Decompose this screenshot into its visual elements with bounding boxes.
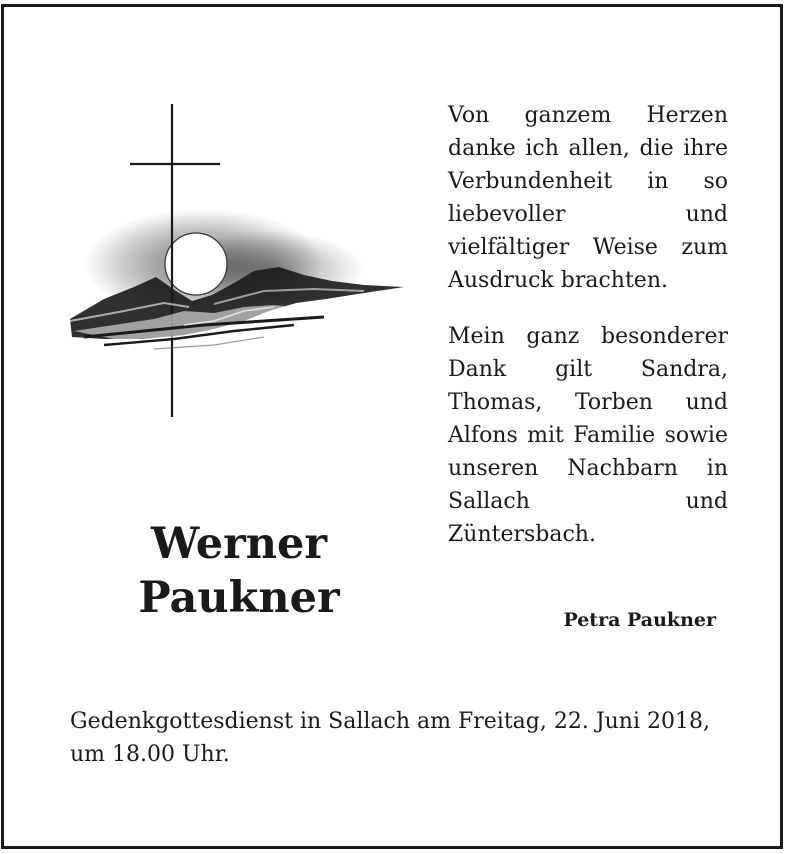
memorial-service-text: Gedenkgottesdienst in Sallach am Freitag, 22. Juni 2018, um 18.00 Uhr. [70,709,710,767]
deceased-last-name: Paukner [138,573,340,623]
thanks-text [448,99,728,551]
deceased-first-name: Werner [150,519,328,569]
cross-sun-mountains-icon [64,99,414,424]
obituary-notice-frame [1,4,783,849]
thanks-paragraph-1: Von ganzem Herzen danke ich allen, die ihre Verbundenheit in so liebevoller und vielfältiger Weise zum Ausdruck brachten. [448,103,728,293]
thanks-paragraph-2: Mein ganz besonderer Dank gilt Sandra, Thomas, Torben und Alfons mit Familie sowie unseren Nachbarn in Sallach und Züntersbach. [448,324,728,547]
deceased-name [100,517,378,625]
signature: Petra Paukner [563,609,716,631]
